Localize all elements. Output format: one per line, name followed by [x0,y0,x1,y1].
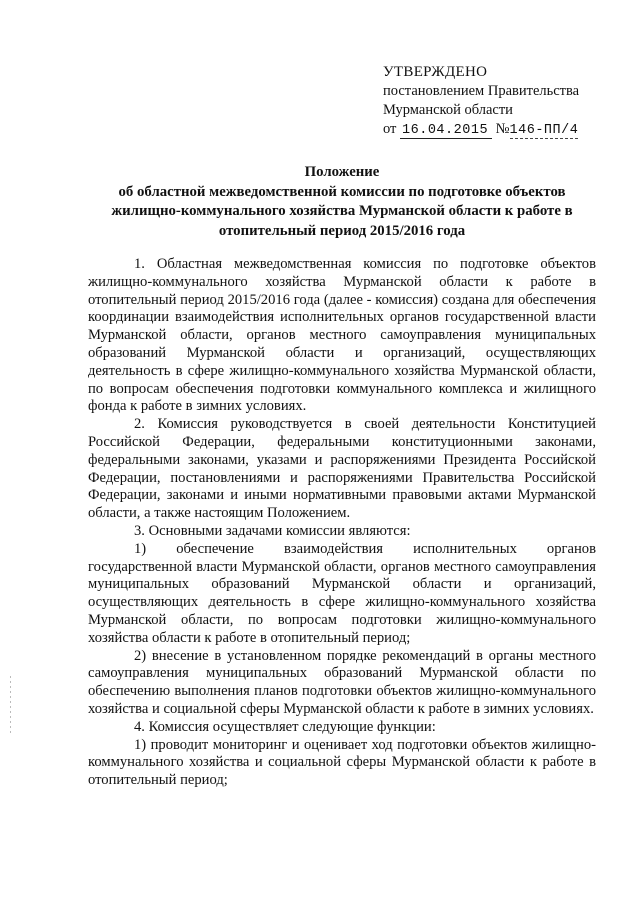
title-line-3: жилищно-коммунального хозяйства Мурманской области к работе в [111,203,573,219]
approval-number: 146-ПП/4 [509,123,579,138]
approval-line-1: постановлением Правительства [383,83,580,99]
document-body [88,256,596,790]
paragraph-4: 4. Комиссия осуществляет следующие функции: [134,718,436,735]
title-line-4: отопительный период 2015/2016 года [218,222,466,239]
paragraph-3: 3. Основными задачами комиссии являются: [134,522,411,539]
document-title [88,163,596,241]
approval-heading: УТВЕРЖДЕНО [383,64,488,80]
title-line-1: Положение [304,164,380,180]
approval-line-2: Мурманской области [383,102,513,118]
approval-date: 16.04.2015 [402,123,489,138]
paragraph-2: 2. Комиссия руководствуется в своей деятельности Конституцией Российской Федерации, федеральными конституционными законами, федеральными законами, указами и распоряжениями Президента Российской Федерации, постановлениями и распоряжениями Правительства Российской Федерации, законами и иными нормативными правовыми актами Мурманской области, а также настоящим Положением. [88,416,596,522]
approval-number-prefix: № [495,121,510,137]
approval-date-line [383,120,623,139]
title-line-2: об областной межведомственной комиссии по подготовке объектов [118,183,566,200]
approval-date-prefix: от [383,121,397,137]
approval-stamp [383,63,623,139]
paragraph-3-item-2: 2) внесение в установленном порядке рекомендаций в органы местного самоуправления муниципальных образований Мурманской области по обеспечению выполнения планов подготовки объектов жилищно-коммунального хозяйства и социальной сферы Мурманской области к работе в зимних условиях. [88,647,596,717]
paragraph-1: 1. Областная межведомственная комиссия по подготовке объектов жилищно-коммунального хозяйства Мурманской области к работе в отопительный период 2015/2016 года (далее - комиссия) создана для обеспечения координации взаимодействия исполнительных органов государственной власти Мурманской области, органов местного самоуправления муниципальных образований Мурманской области и организаций, осуществляющих деятельность в сфере жилищно-коммунального хозяйства Мурманской области, по вопросам обеспечения подготовки коммунального комплекса и жилищного фонда к работе в зимних условиях. [88,256,596,415]
paragraph-3-item-1: 1) обеспечение взаимодействия исполнительных органов государственной власти Мурманской области, органов местного самоуправления муниципальных образований Мурманской области и организаций, осуществляющих деятельность в сфере жилищно-коммунального хозяйства Мурманской области, по вопросам подготовки жилищно-коммунального хозяйства области к работе в отопительный период; [88,540,596,646]
scan-margin-mark [10,676,11,734]
paragraph-4-item-1: 1) проводит мониторинг и оценивает ход подготовки объектов жилищно-коммунального хозяйства и социальной сферы Мурманской области к работе в отопительный период; [88,736,596,789]
